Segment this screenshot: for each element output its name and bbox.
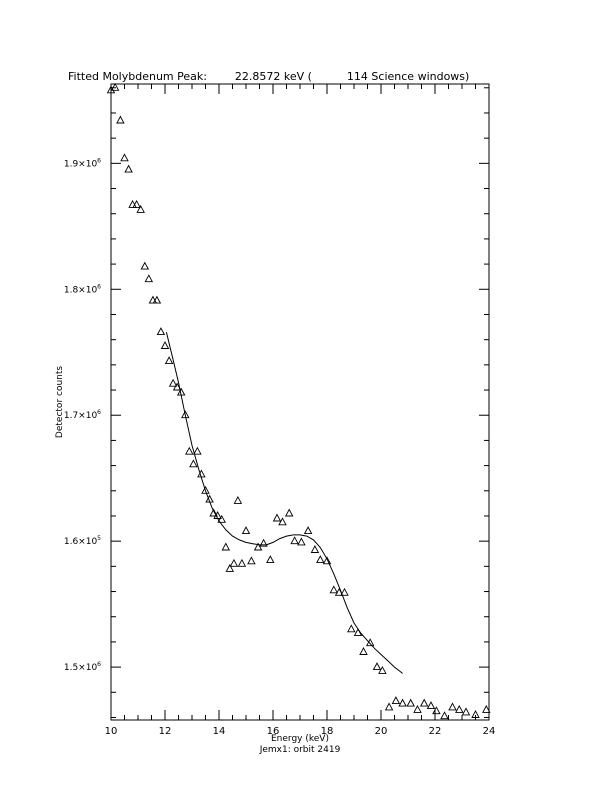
data-point <box>449 703 456 710</box>
y-axis <box>64 88 489 718</box>
data-point <box>267 556 274 563</box>
data-point <box>298 538 305 545</box>
data-point <box>286 510 293 517</box>
y-tick-label: $1.8\times 10^6$ <box>63 283 101 296</box>
data-point <box>125 166 132 173</box>
data-point <box>145 275 152 282</box>
x-tick-label: 12 <box>158 726 172 737</box>
data-point <box>317 556 324 563</box>
data-point <box>186 448 193 455</box>
x-tick-label: 16 <box>266 726 280 737</box>
data-point <box>330 586 337 593</box>
data-point <box>141 263 148 270</box>
y-tick-label: $1.5\times 10^6$ <box>63 661 101 674</box>
data-point <box>170 380 177 387</box>
data-point <box>137 206 144 213</box>
fit-line <box>166 332 402 673</box>
data-point <box>121 154 128 161</box>
data-point <box>117 117 124 124</box>
data-point <box>222 544 229 551</box>
data-point <box>248 557 255 564</box>
x-axis-label: Energy (keV) <box>271 734 329 744</box>
data-point <box>238 560 245 567</box>
data-point <box>456 706 463 713</box>
x-tick-label: 20 <box>374 726 388 737</box>
y-axis-label: Detector counts <box>55 365 65 439</box>
data-point <box>414 706 421 713</box>
data-point <box>463 708 470 715</box>
y-tick-label: $1.7\times 10^6$ <box>63 409 101 422</box>
data-point <box>399 700 406 707</box>
x-tick-label: 14 <box>212 726 226 737</box>
data-point <box>274 515 281 522</box>
data-point <box>441 712 448 719</box>
data-point <box>360 648 367 655</box>
data-point <box>190 460 197 467</box>
x-tick-label: 22 <box>428 726 442 737</box>
fit-series <box>166 332 402 673</box>
data-point <box>194 448 201 455</box>
data-point <box>311 546 318 553</box>
data-point <box>367 639 374 646</box>
chart-title: Fitted Molybdenum Peak: 22.8572 keV ( 114 Science windows) <box>68 70 470 83</box>
y-tick-label: $1.6\times 10^5$ <box>63 535 101 548</box>
data-point <box>291 537 298 544</box>
data-point <box>305 527 312 534</box>
data-point <box>348 625 355 632</box>
data-point <box>166 357 173 364</box>
data-point <box>157 328 164 335</box>
data-point <box>162 342 169 349</box>
data-point <box>407 700 414 707</box>
data-point <box>421 700 428 707</box>
y-tick-label: $1.9\times 10^6$ <box>63 157 101 170</box>
data-point <box>374 663 381 670</box>
x-axis <box>105 84 496 737</box>
data-series <box>108 84 490 719</box>
footer-label: Jemx1: orbit 2419 <box>259 745 341 755</box>
data-point <box>428 702 435 709</box>
data-point <box>230 560 237 567</box>
data-point <box>386 703 393 710</box>
data-point <box>234 497 241 504</box>
x-tick-label: 18 <box>320 726 334 737</box>
data-point <box>243 527 250 534</box>
x-tick-label: 24 <box>482 726 496 737</box>
data-point <box>392 697 399 704</box>
x-tick-label: 10 <box>104 726 118 737</box>
plot-frame <box>111 84 489 720</box>
